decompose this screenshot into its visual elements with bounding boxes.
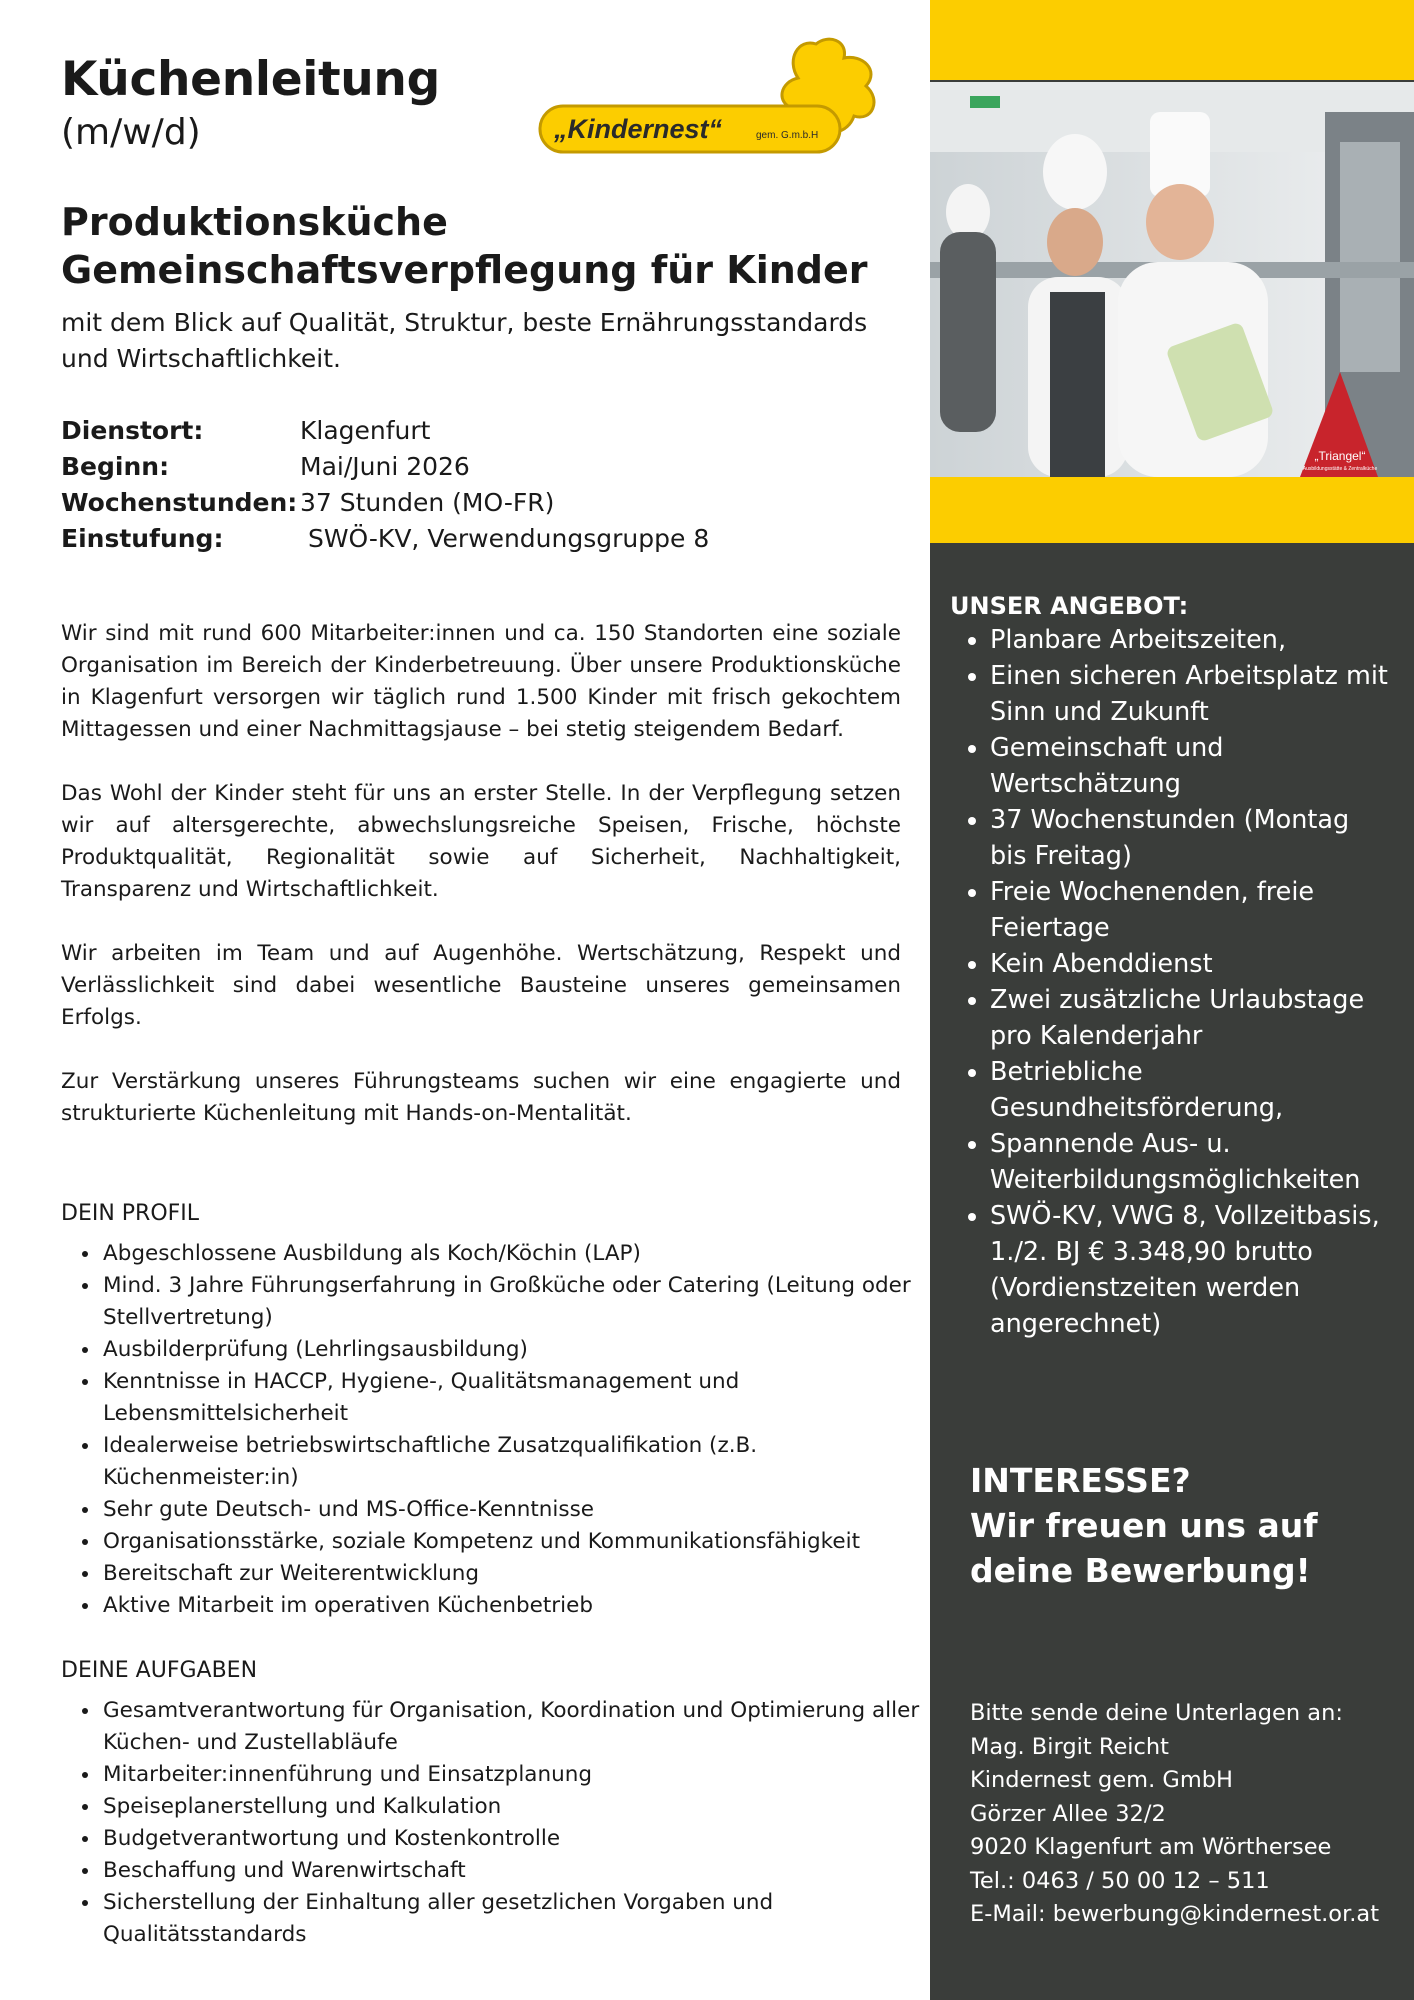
cta-line: INTERESSE? bbox=[970, 1461, 1191, 1500]
job-title-gender-suffix: (m/w/d) bbox=[61, 112, 201, 153]
list-item: • Freie Wochenenden, freie Feiertage bbox=[990, 874, 1390, 946]
fact-row-start bbox=[61, 449, 709, 485]
contact-company: Kindernest gem. GmbH bbox=[970, 1767, 1233, 1793]
job-facts bbox=[61, 413, 709, 557]
list-item: • Idealerweise betriebswirtschaftliche Zusatzqualifikation (z.B. Küchenmeister:in) bbox=[101, 1430, 951, 1494]
list-item: • Speiseplanerstellung und Kalkulation bbox=[101, 1791, 951, 1823]
contact-intro: Bitte sende deine Unterlagen an: bbox=[970, 1700, 1343, 1726]
intro-text: mit dem Blick auf Qualität, Struktur, beste Ernährungsstandards und Wirtschaftlichkeit. bbox=[61, 308, 868, 373]
paragraph: Wir sind mit rund 600 Mitarbeiter:innen und ca. 150 Standorten eine soziale Organisation im Bereich der Kinderbetreuung. Über unsere Produktionsküche in Klagenfurt versorgen wir täglich rund 1.500 Kinder mit frisch gekochtem Mittagessen und einer Nachmittagsjause – bei stetig steigendem Bedarf. bbox=[61, 621, 901, 742]
list-item: • Sehr gute Deutsch- und MS-Office-Kenntnisse bbox=[101, 1494, 951, 1526]
fact-row-classification bbox=[61, 521, 709, 557]
kindernest-logo bbox=[536, 30, 896, 165]
list-item: • Gesamtverantwortung für Organisation, Koordination und Optimierung aller Küchen- und Zustellabläufe bbox=[101, 1695, 951, 1759]
list-item: • Organisationsstärke, soziale Kompetenz und Kommunikationsfähigkeit bbox=[101, 1526, 951, 1558]
fact-value: 37 Stunden (MO-FR) bbox=[300, 488, 555, 517]
fact-row-location bbox=[61, 413, 709, 449]
sidebar-top-band bbox=[930, 0, 1414, 80]
list-item: • Sicherstellung der Einhaltung aller gesetzlichen Vorgaben und Qualitätsstandards bbox=[101, 1887, 951, 1951]
triangel-badge-name: „Triangel“ bbox=[1314, 449, 1366, 463]
cta-line: deine Bewerbung! bbox=[970, 1551, 1311, 1590]
list-item: • Planbare Arbeitszeiten, bbox=[990, 622, 1390, 658]
list-item: • Abgeschlossene Ausbildung als Koch/Köchin (LAP) bbox=[101, 1238, 951, 1270]
list-item: • Betriebliche Gesundheitsförderung, bbox=[990, 1054, 1390, 1126]
fact-value: Mai/Juni 2026 bbox=[300, 452, 470, 481]
sidebar-yellow-band bbox=[930, 477, 1414, 543]
job-title: Küchenleitung bbox=[61, 52, 440, 107]
list-item: • Kenntnisse in HACCP, Hygiene-, Qualitätsmanagement und Lebensmittelsicherheit bbox=[101, 1366, 951, 1430]
fact-row-hours bbox=[61, 485, 709, 521]
list-item: • SWÖ-KV, VWG 8, Vollzeitbasis, 1./2. BJ € 3.348,90 brutto (Vordienstzeiten werden angerechnet) bbox=[990, 1198, 1390, 1342]
tasks-list bbox=[61, 1695, 951, 1951]
paragraph: Das Wohl der Kinder steht für uns an erster Stelle. In der Verpflegung setzen wir auf altersgerechte, abwechslungsreiche Speisen, Frische, höchste Produktqualität, Regionalität sowie auf Sicherheit, Nachhaltigkeit, Transparenz und Wirtschaftlichkeit. bbox=[61, 781, 901, 902]
contact-city: 9020 Klagenfurt am Wörthersee bbox=[970, 1834, 1332, 1860]
kindernest-logo-suffix: gem. G.m.b.H bbox=[756, 130, 819, 141]
profile-section-label: DEIN PROFIL bbox=[61, 1201, 200, 1226]
list-item: • 37 Wochenstunden (Montag bis Freitag) bbox=[990, 802, 1390, 874]
position-heading bbox=[61, 198, 868, 294]
list-item: • Budgetverantwortung und Kostenkontrolle bbox=[101, 1823, 951, 1855]
triangel-badge-sub: Ausbildungsstätte & Zentralküche bbox=[1302, 466, 1378, 472]
fact-label: Beginn: bbox=[61, 452, 170, 481]
paragraph: Wir arbeiten im Team und auf Augenhöhe. Wertschätzung, Respekt und Verlässlichkeit sind dabei wesentliche Bausteine unseres gemeinsamen Erfolgs. bbox=[61, 941, 901, 1030]
profile-list bbox=[61, 1238, 951, 1622]
fact-value: SWÖ-KV, Verwendungsgruppe 8 bbox=[300, 524, 710, 553]
list-item: • Beschaffung und Warenwirtschaft bbox=[101, 1855, 951, 1887]
contact-phone: Tel.: 0463 / 50 00 12 – 511 bbox=[970, 1867, 1270, 1894]
list-item: • Kein Abenddienst bbox=[990, 946, 1390, 982]
fact-label: Einstufung: bbox=[61, 524, 224, 553]
position-heading-line2: Gemeinschaftsverpflegung für Kinder bbox=[61, 248, 868, 292]
list-item: • Aktive Mitarbeit im operativen Küchenbetrieb bbox=[101, 1590, 951, 1622]
contact-block bbox=[970, 1697, 1379, 1932]
offer-section bbox=[950, 592, 1390, 1342]
contact-email[interactable]: E-Mail: bewerbung@kindernest.or.at bbox=[970, 1901, 1380, 1927]
list-item: • Mitarbeiter:innenführung und Einsatzplanung bbox=[101, 1759, 951, 1791]
paragraph: Zur Verstärkung unseres Führungsteams suchen wir eine engagierte und strukturierte Küchenleitung mit Hands-on-Mentalität. bbox=[61, 1069, 901, 1126]
fact-value: Klagenfurt bbox=[300, 416, 431, 445]
list-item: • Zwei zusätzliche Urlaubstage pro Kalenderjahr bbox=[990, 982, 1390, 1054]
list-item: • Ausbilderprüfung (Lehrlingsausbildung) bbox=[101, 1334, 951, 1366]
list-item: • Bereitschaft zur Weiterentwicklung bbox=[101, 1558, 951, 1590]
tasks-section-label: DEINE AUFGABEN bbox=[61, 1658, 258, 1683]
list-item: • Gemeinschaft und Wertschätzung bbox=[990, 730, 1390, 802]
cta-line: Wir freuen uns auf bbox=[970, 1506, 1318, 1545]
position-heading-line1: Produktionsküche bbox=[61, 200, 448, 244]
contact-street: Görzer Allee 32/2 bbox=[970, 1800, 1166, 1827]
contact-person: Mag. Birgit Reicht bbox=[970, 1733, 1170, 1760]
offer-list bbox=[950, 622, 1390, 1342]
company-description bbox=[61, 618, 901, 1162]
list-item: • Spannende Aus- u. Weiterbildungsmöglichkeiten bbox=[990, 1126, 1390, 1198]
call-to-action bbox=[970, 1458, 1318, 1593]
kitchen-photo bbox=[930, 82, 1414, 477]
kindernest-logo-text: „Kindernest“ bbox=[554, 114, 723, 144]
list-item: • Mind. 3 Jahre Führungserfahrung in Großküche oder Catering (Leitung oder Stellvertretung) bbox=[101, 1270, 951, 1334]
offer-title: UNSER ANGEBOT: bbox=[950, 592, 1189, 620]
fact-label: Dienstort: bbox=[61, 416, 204, 445]
list-item: • Einen sicheren Arbeitsplatz mit Sinn und Zukunft bbox=[990, 658, 1390, 730]
fact-label: Wochenstunden: bbox=[61, 488, 298, 517]
